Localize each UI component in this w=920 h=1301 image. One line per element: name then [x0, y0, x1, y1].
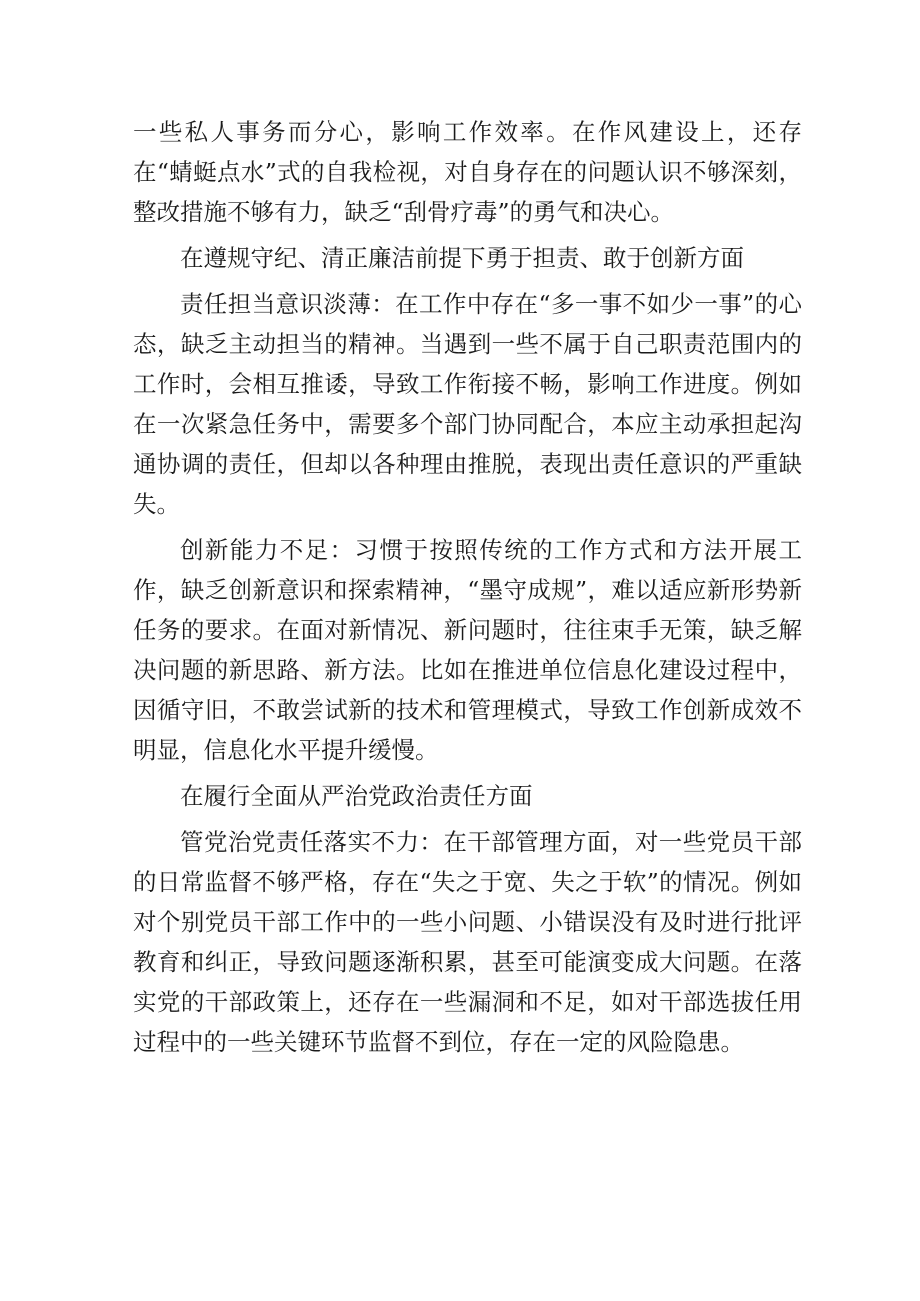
paragraph-continuation: 一些私人事务而分心，影响工作效率。在作风建设上，还存在“蜻蜓点水”式的自我检视，对自身存在的问题认识不够深刻，整改措施不够有力，缺乏“刮骨疗毒”的勇气和决心。: [133, 118, 802, 226]
paragraph-innovation: 创新能力不足：习惯于按照传统的工作方式和方法开展工作，缺乏创新意识和探索精神，“墨守成规”，难以适应新形势新任务的要求。在面对新情况、新问题时，往往束手无策，缺乏解决问题的新思路、新方法。比如在推进单位信息化建设过程中，因循守旧，不敢尝试新的技术和管理模式，导致工作创新成效不明显，信息化水平提升缓慢。: [133, 536, 802, 764]
paragraph-party-governance: 管党治党责任落实不力：在干部管理方面，对一些党员干部的日常监督不够严格，存在“失之于宽、失之于软”的情况。例如对个别党员干部工作中的一些小问题、小错误没有及时进行批评教育和纠正，导致问题逐渐积累，甚至可能演变成大问题。在落实党的干部政策上，还存在一些漏洞和不足，如对干部选拔任用过程中的一些关键环节监督不到位，存在一定的风险隐患。: [133, 828, 802, 1056]
section-heading-party-governance: 在履行全面从严治党政治责任方面: [180, 782, 533, 810]
paragraph-responsibility: 责任担当意识淡薄：在工作中存在“多一事不如少一事”的心态，缺乏主动担当的精神。当遇到一些不属于自己职责范围内的工作时，会相互推诿，导致工作衔接不畅，影响工作进度。例如在一次紧急任务中，需要多个部门协同配合，本应主动承担起沟通协调的责任，但却以各种理由推脱，表现出责任意识的严重缺失。: [133, 290, 802, 518]
section-heading-discipline-innovation: 在遵规守纪、清正廉洁前提下勇于担责、敢于创新方面: [180, 244, 744, 272]
